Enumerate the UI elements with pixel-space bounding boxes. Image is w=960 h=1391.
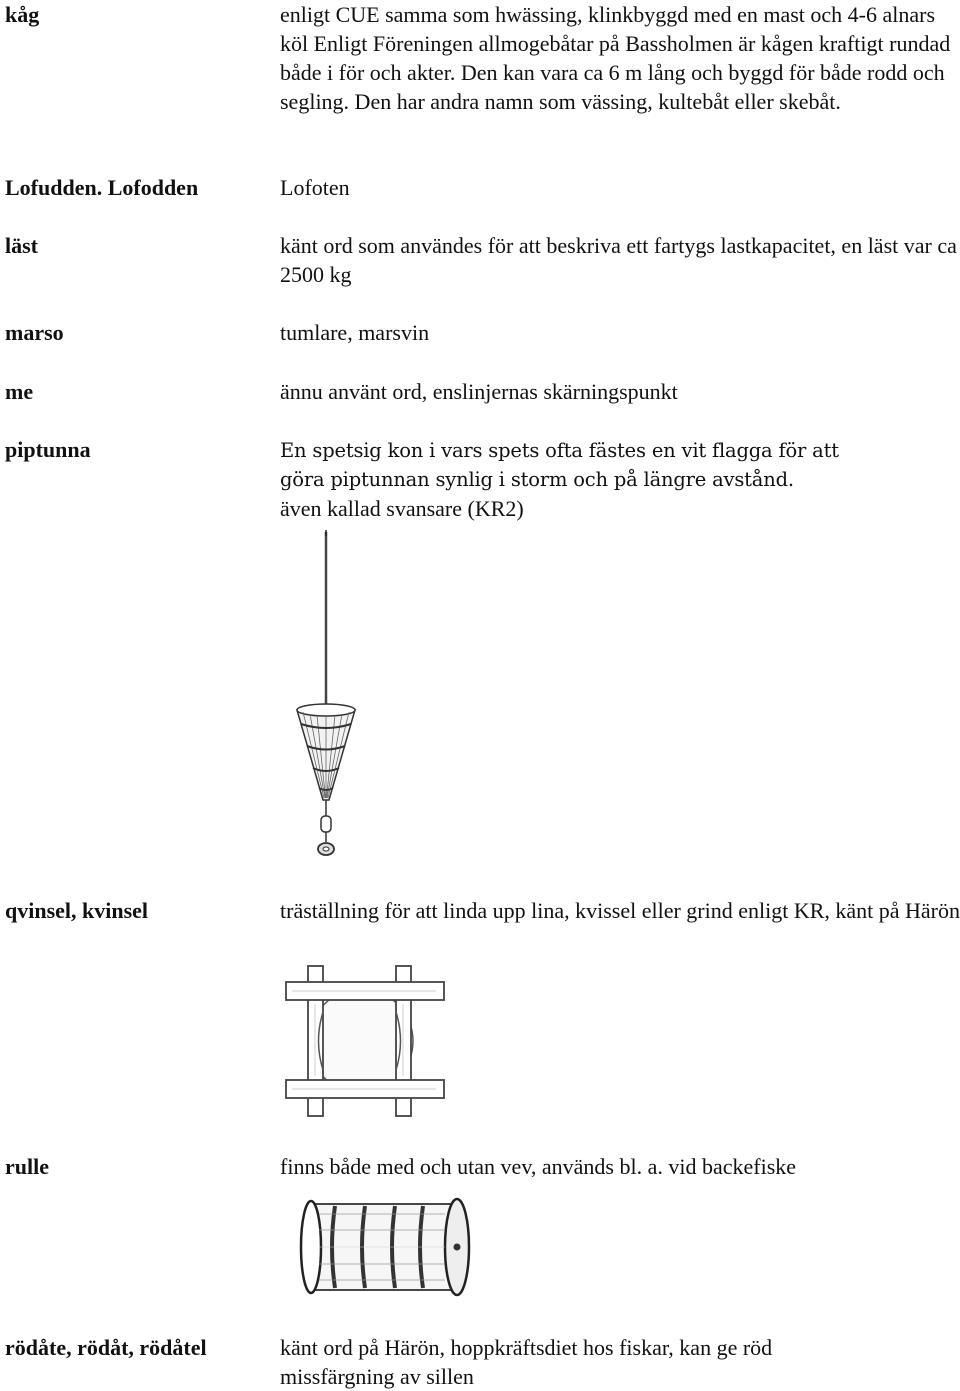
definition-kag: enligt CUE samma som hwässing, klinkbyggd med en mast och 4-6 alnars köl Enligt Föreningen allmogebåtar på Bassholmen är kågen kraftigt rundad både i för och akter. Den kan vara ca 6 m lång och byggd för både rodd och segling. Den har andra namn som vässing, kultebåt eller skebåt. xyxy=(280,2,951,114)
term-lofudden: Lofudden. Lofodden xyxy=(5,175,199,200)
definition-qvinsel: träställning för att linda upp lina, kvissel eller grind enligt KR, känt på Härön xyxy=(280,898,960,923)
definition-last: känt ord som användes för att beskriva ett fartygs lastkapacitet, en läst var ca 2500 kg xyxy=(280,233,957,287)
term-piptunna: piptunna xyxy=(5,437,91,462)
definition-piptunna: En spetsig kon i vars spets ofta fästes en vit flagga för att göra piptunnan synlig i storm och på längre avstånd. xyxy=(280,439,839,491)
term-kag: kåg xyxy=(5,2,40,27)
qvinsel-illustration xyxy=(284,962,446,1120)
term-marso: marso xyxy=(5,320,64,345)
rulle-reel-icon xyxy=(295,1194,475,1300)
term-last: läst xyxy=(5,233,38,258)
rulle-illustration xyxy=(295,1194,475,1300)
term-rodate: rödåte, rödåt, rödåtel xyxy=(5,1335,207,1360)
note-piptunna: även kallad svansare (KR2) xyxy=(280,496,524,521)
qvinsel-frame-icon xyxy=(284,962,446,1120)
term-me: me xyxy=(5,379,34,404)
term-qvinsel: qvinsel, kvinsel xyxy=(5,898,149,923)
definition-rodate: känt ord på Härön, hoppkräftsdiet hos fiskar, kan ge röd missfärgning av sillen xyxy=(280,1335,773,1389)
piptunna-icon xyxy=(285,528,375,863)
definition-rulle: finns både med och utan vev, används bl. a. vid backefiske xyxy=(280,1154,797,1179)
term-rulle: rulle xyxy=(5,1154,49,1179)
definition-lofudden: Lofoten xyxy=(280,175,350,200)
definition-me: ännu använt ord, enslinjernas skärningspunkt xyxy=(280,379,678,404)
definition-marso: tumlare, marsvin xyxy=(280,320,430,345)
piptunna-illustration xyxy=(285,528,375,863)
